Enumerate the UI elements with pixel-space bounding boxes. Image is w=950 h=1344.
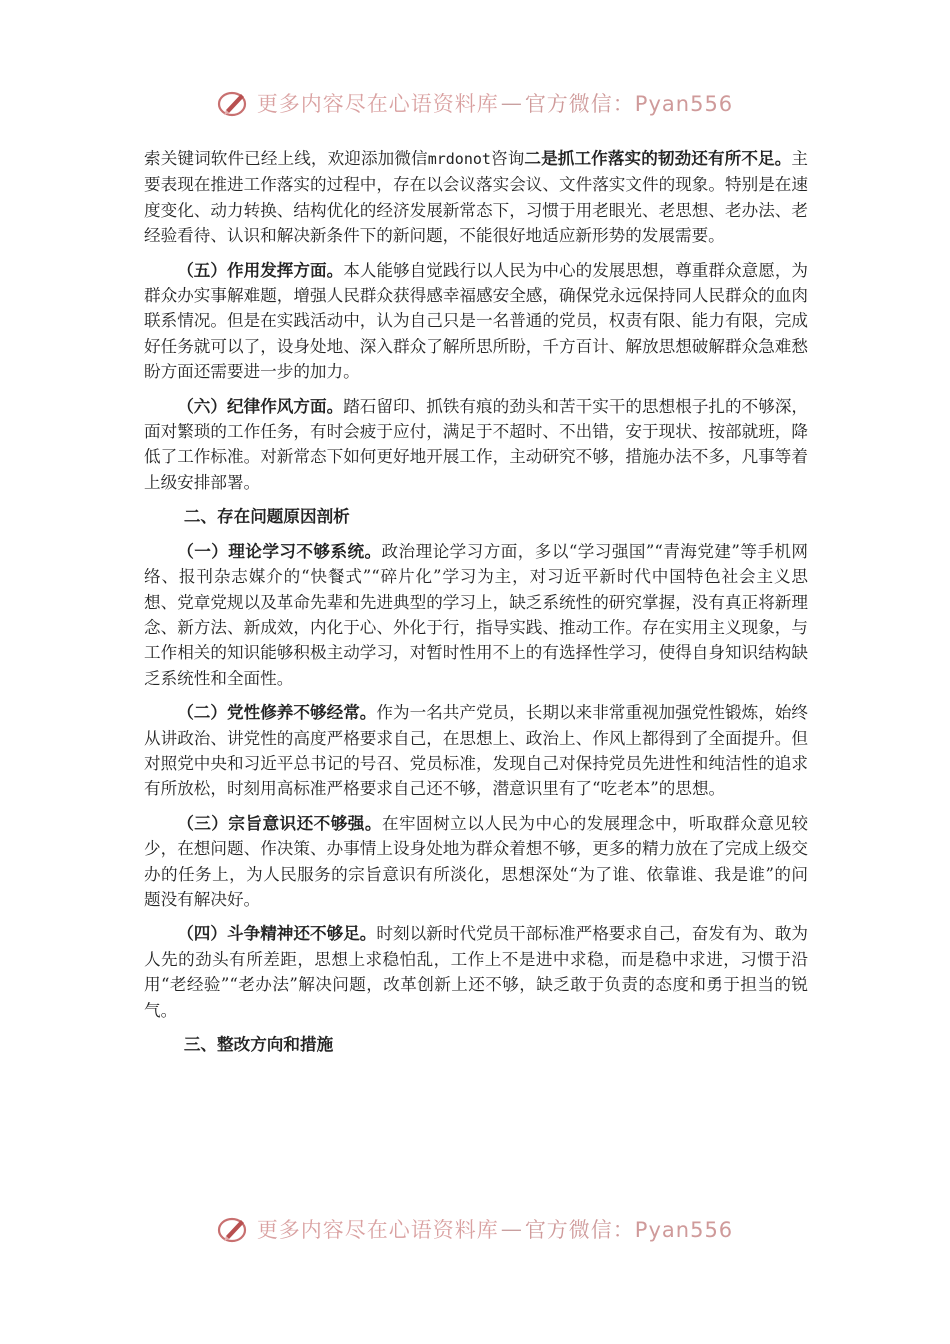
banner-wechat: 官方微信：Pyan556 <box>524 92 734 116</box>
banner-separator: — <box>500 1217 523 1241</box>
banner-wechat: 官方微信：Pyan556 <box>524 1218 734 1242</box>
paragraph-discipline: （六）纪律作风方面。踏石留印、抓铁有痕的劲头和苦干实干的思想根子扎的不够深，面对繁琐的工作任务，有时会疲于应付，满足于不超时、不出错，安于现状、按部就班，降低了工作标准。对新常态下如何更好地开展工作，主动研究不够，措施办法不多，凡事等着上级安排部署。 <box>144 395 809 492</box>
paragraph-party-spirit: （二）党性修养不够经常。作为一名共产党员，长期以来非常重视加强党性锻炼，始终从讲政治、讲党性的高度严格要求自己，在思想上、政治上、作风上都得到了全面提升。但对照党中央和习近平总书记的号召、党员标准，发现自己对保持党员先进性和纯洁性的追求有所放松，时刻用高标准严格要求自己还不够，潜意识里有了“吃老本”的思想。 <box>144 702 809 799</box>
section-heading-rectification: 三、整改方向和措施 <box>183 1034 334 1054</box>
paragraph-fighting-spirit: （四）斗争精神还不够足。时刻以新时代党员干部标准严格要求自己，奋发有为、敢为人先的劲头有所差距，思想上求稳怕乱，工作上不是进中求稳，而是稳中求进，习惯于沿用“老经验”“老办法”解决问题，改革创新上还不够，缺乏敢于负责的态度和勇于担当的锐气。 <box>144 923 809 1020</box>
footer-watermark-banner <box>0 1214 950 1244</box>
paragraph-purpose-awareness: （三）宗旨意识还不够强。在牢固树立以人民为中心的发展理念中，听取群众意见较少，在想问题、作决策、办事情上设身处地为群众着想不够，更多的精力放在了完成上级交办的任务上，为人民服务的宗旨意识有所淡化，思想深处“为了谁、依靠谁、我是谁”的问题没有解决好。 <box>144 812 809 909</box>
pen-logo-icon <box>217 88 251 118</box>
paragraph-continued: 索关键词软件已经上线，欢迎添加微信mrdonot咨询二是抓工作落实的韧劲还有所不足。主要表现在推进工作落实的过程中，存在以会议落实会议、文件落实文件的现象。特别是在速度变化、动力转换、结构优化的经济发展新常态下，习惯于用老眼光、老思想、老办法、老经验看待、认识和解决新条件下的新问题，不能很好地适应新形势的发展需要。 <box>144 148 809 246</box>
banner-separator: — <box>500 91 523 115</box>
paragraph-theory-study: （一）理论学习不够系统。政治理论学习方面，多以“学习强国”“青海党建”等手机网络、报刊杂志媒介的“快餐式”“碎片化”学习为主，对习近平新时代中国特色社会主义思想、党章党规以及革命先辈和先进典型的学习上，缺乏系统性的研究掌握，没有真正将新理念、新方法、新成效，内化于心、外化于行，指导实践、推动工作。存在实用主义现象，与工作相关的知识能够积极主动学习，对暂时性用不上的有选择性学习，使得自身知识结构缺乏系统性和全面性。 <box>144 540 808 688</box>
paragraph-role-performance: （五）作用发挥方面。本人能够自觉践行以人民为中心的发展思想，尊重群众意愿，为群众办实事解难题，增强人民群众获得感幸福感安全感，确保党永远保持同人民群众的血肉联系情况。但是在实践活动中，认为自己只是一名普通的党员，权责有限、能力有限，完成好任务就可以了，设身处地、深入群众了解所思所盼，千方百计、解放思想破解群众急难愁盼方面还需要进一步的加力。 <box>144 259 809 382</box>
banner-text: 更多内容尽在心语资料库 <box>256 92 499 116</box>
header-watermark-banner <box>0 88 950 118</box>
section-heading-cause-analysis: 二、存在问题原因剖析 <box>183 506 350 527</box>
pen-logo-icon <box>217 1214 251 1244</box>
document-body <box>144 146 808 1066</box>
banner-text: 更多内容尽在心语资料库 <box>256 1218 499 1242</box>
